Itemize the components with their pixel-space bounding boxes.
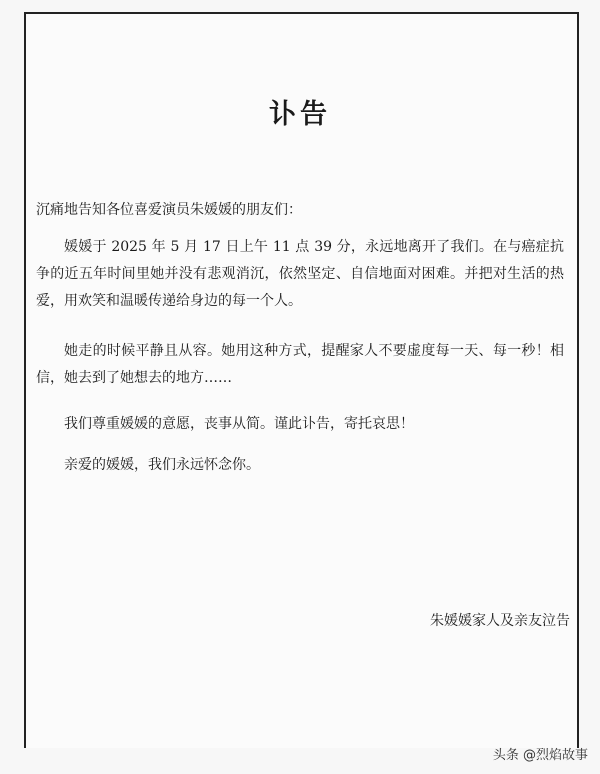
page-title: 讣告 (269, 99, 331, 130)
watermark: 头条 @烈焰故事 (492, 748, 588, 763)
paragraph-2: 她走的时候平静且从容。她用这种方式，提醒家人不要虚度每一天、每一秒！相信，她去到了她想去的地方…… (36, 343, 564, 386)
paragraph-1: 媛媛于 2025 年 5 月 17 日上午 11 点 39 分，永远地离开了我们。在与癌症抗争的近五年时间里她并没有悲观消沉，依然坚定、自信地面对困难。并把对生活的热爱，用欢笑和温暖传递给身边的每一个人。 (36, 239, 564, 309)
paragraph-4: 亲爱的媛媛，我们永远怀念你。 (64, 457, 260, 473)
paragraph-3: 我们尊重媛媛的意愿，丧事从简。谨此讣告，寄托哀思！ (64, 416, 414, 432)
salutation: 沉痛地告知各位喜爱演员朱媛媛的朋友们： (36, 202, 302, 218)
signature: 朱媛媛家人及亲友泣告 (430, 613, 570, 629)
